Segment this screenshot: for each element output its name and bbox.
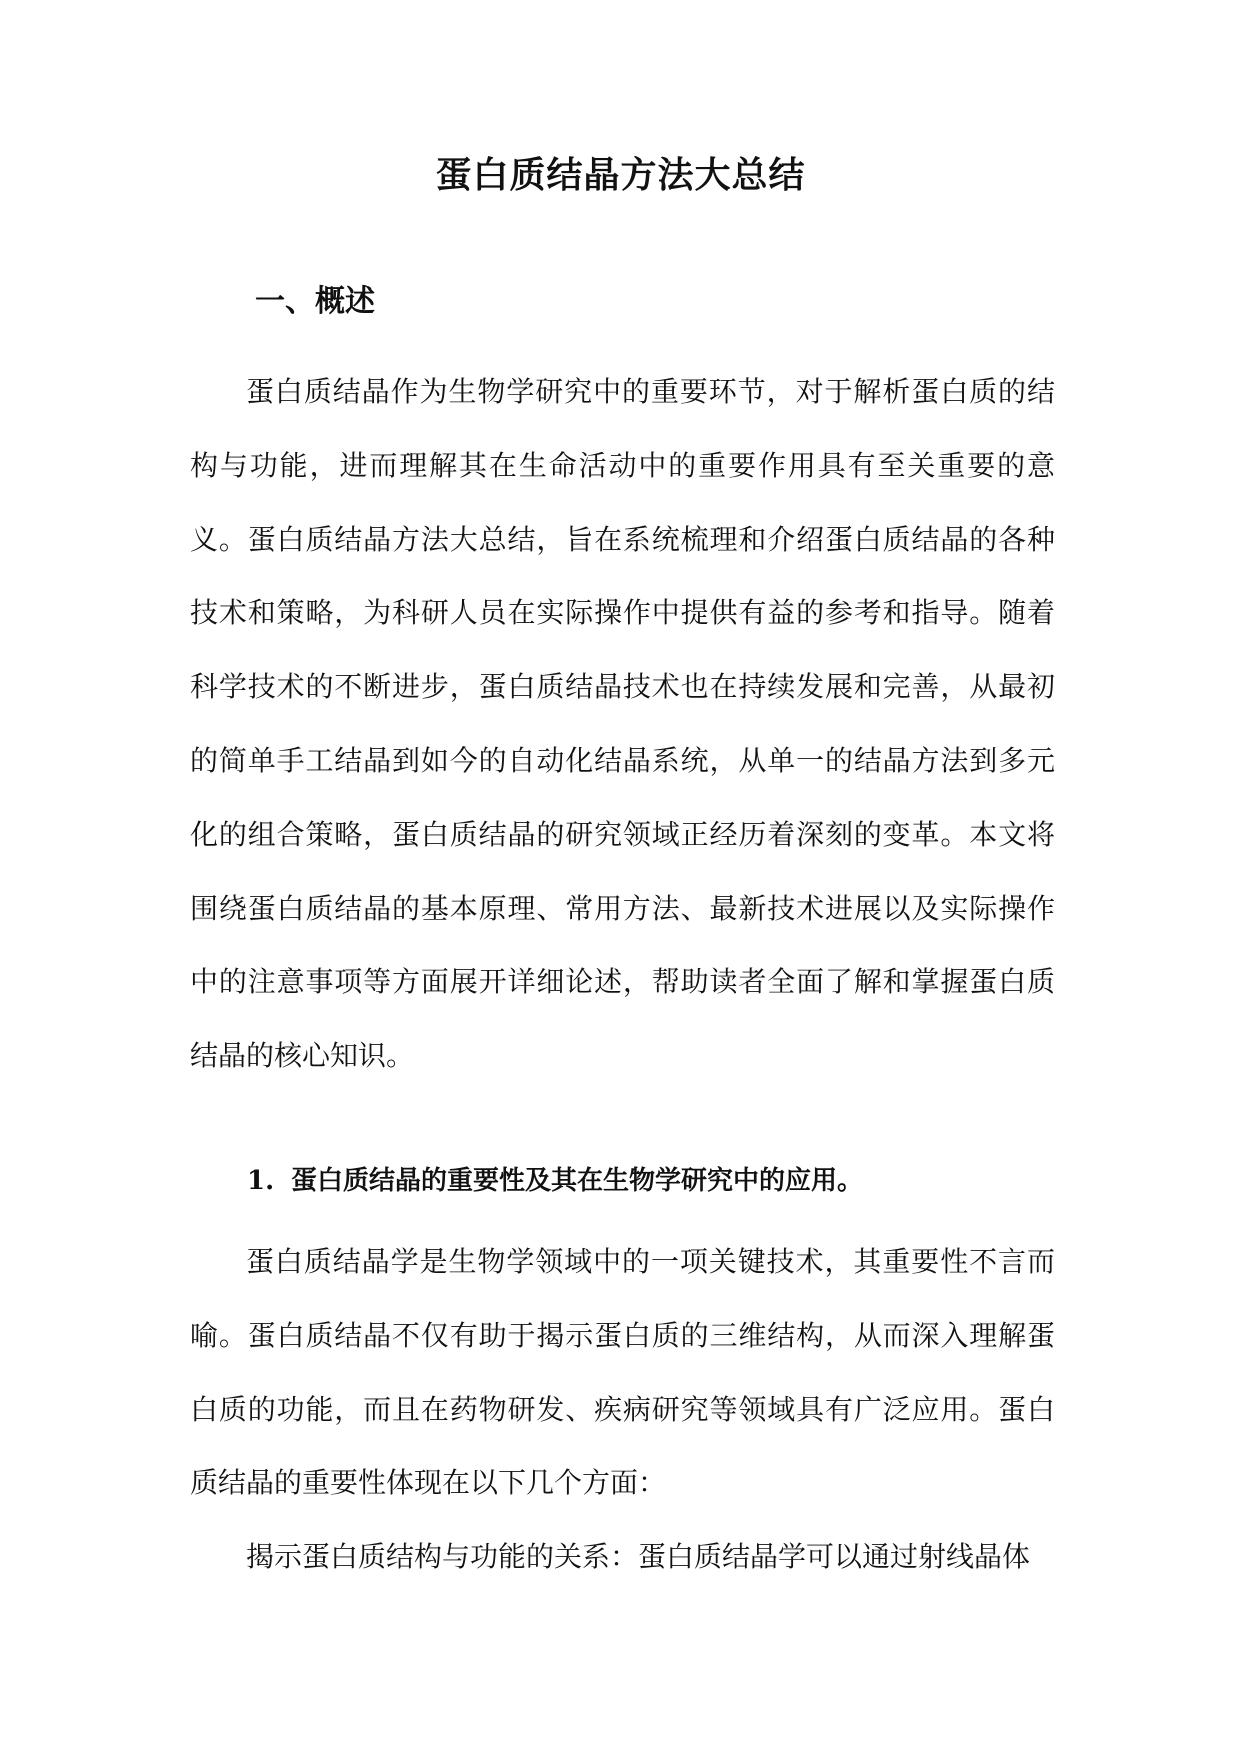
importance-paragraph: 蛋白质结晶学是生物学领域中的一项关键技术，其重要性不言而喻。蛋白质结晶不仅有助于揭示蛋白质的三维结构，从而深入理解蛋白质的功能，而且在药物研发、疾病研究等领域具有广泛应用。蛋白质结晶的重要性体现在以下几个方面：: [190, 1245, 1055, 1500]
section-heading-overview: 一、概述: [255, 284, 375, 319]
structure-function-paragraph: 揭示蛋白质结构与功能的关系：蛋白质结晶学可以通过射线晶体: [246, 1540, 1031, 1573]
subsection-heading-importance: [247, 1163, 863, 1199]
overview-paragraph: 蛋白质结晶作为生物学研究中的重要环节，对于解析蛋白质的结构与功能，进而理解其在生命活动中的重要作用具有至关重要的意义。蛋白质结晶方法大总结，旨在系统梳理和介绍蛋白质结晶的各种技术和策略，为科研人员在实际操作中提供有益的参考和指导。随着科学技术的不断进步，蛋白质结晶技术也在持续发展和完善，从最初的简单手工结晶到如今的自动化结晶系统，从单一的结晶方法到多元化的组合策略，蛋白质结晶的研究领域正经历着深刻的变革。本文将围绕蛋白质结晶的基本原理、常用方法、最新技术进展以及实际操作中的注意事项等方面展开详细论述，帮助读者全面了解和掌握蛋白质结晶的核心知识。: [190, 375, 1055, 1073]
subsection-heading-text: 蛋白质结晶的重要性及其在生物学研究中的应用。: [291, 1166, 864, 1196]
subsection-number: 1.: [247, 1166, 275, 1196]
document-title: 蛋白质结晶方法大总结: [435, 154, 806, 196]
